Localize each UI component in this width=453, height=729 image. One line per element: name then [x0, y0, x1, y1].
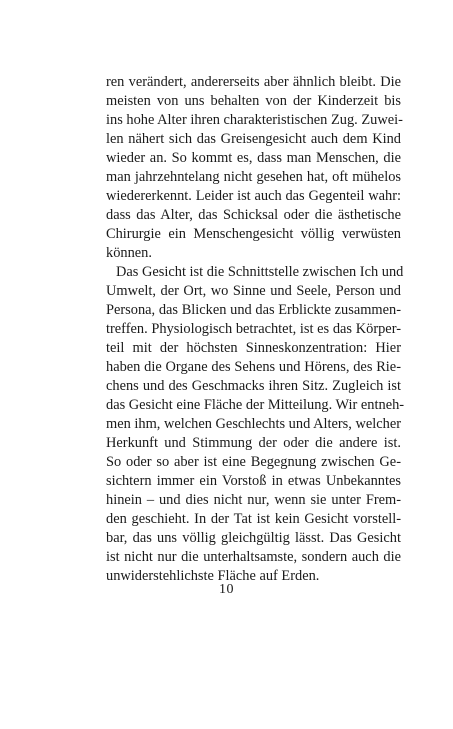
text-line: treffen. Physiologisch betrachtet, ist es das Körper- — [106, 321, 401, 337]
text-line: Herkunft und Stimmung der oder die andere ist. — [106, 435, 401, 451]
text-line: man jahrzehntelang nicht gesehen hat, oft mühelos — [106, 169, 401, 185]
text-line: meisten von uns behalten von der Kinderzeit bis — [106, 93, 401, 109]
text-line: ist nicht nur die unterhaltsamste, sondern auch die — [106, 549, 401, 565]
text-line: len nähert sich das Greisengesicht auch dem Kind — [106, 131, 401, 147]
text-line: das Gesicht eine Fläche der Mitteilung. Wir entneh- — [106, 397, 405, 413]
page-number: 10 — [219, 582, 234, 597]
text-line: dass das Alter, das Schicksal oder die ästhetische — [106, 207, 401, 223]
text-line: bar, das uns völlig gleichgültig lässt. Das Gesicht — [106, 530, 401, 546]
text-line: haben die Organe des Sehens und Hörens, des Rie- — [106, 359, 401, 375]
text-line: Persona, das Blicken und das Erblickte zusammen- — [106, 302, 401, 318]
text-line: So oder so aber ist eine Begegnung zwischen Ge- — [106, 454, 401, 470]
text-line: men ihm, welchen Geschlechts und Alters, welcher — [106, 416, 401, 432]
text-line: wieder an. So kommt es, dass man Menschen, die — [106, 150, 401, 166]
text-line: ins hohe Alter ihren charakteristischen Zug. Zuwei- — [106, 112, 403, 128]
text-line: unwiderstehlichste Fläche auf Erden. — [106, 568, 320, 584]
text-line: Das Gesicht ist die Schnittstelle zwischen Ich und — [116, 264, 404, 280]
text-line: Umwelt, der Ort, wo Sinne und Seele, Person und — [106, 283, 401, 299]
text-line: hinein – und dies nicht nur, wenn sie unter Frem- — [106, 492, 401, 508]
body-text — [106, 73, 405, 586]
text-line: sichtern immer ein Vorstoß in etwas Unbekanntes — [106, 473, 401, 489]
text-line: chens und des Geschmacks ihren Sitz. Zugleich ist — [106, 378, 401, 394]
text-line: teil mit der höchsten Sinneskonzentration: Hier — [106, 340, 401, 356]
text-line: können. — [106, 245, 152, 261]
text-line: Chirurgie ein Menschengesicht völlig verwüsten — [106, 226, 401, 242]
text-line: den geschieht. In der Tat ist kein Gesicht vorstell- — [106, 511, 401, 527]
text-line: ren verändert, andererseits aber ähnlich bleibt. Die — [106, 74, 401, 90]
text-line: wiedererkennt. Leider ist auch das Gegenteil wahr: — [106, 188, 401, 204]
